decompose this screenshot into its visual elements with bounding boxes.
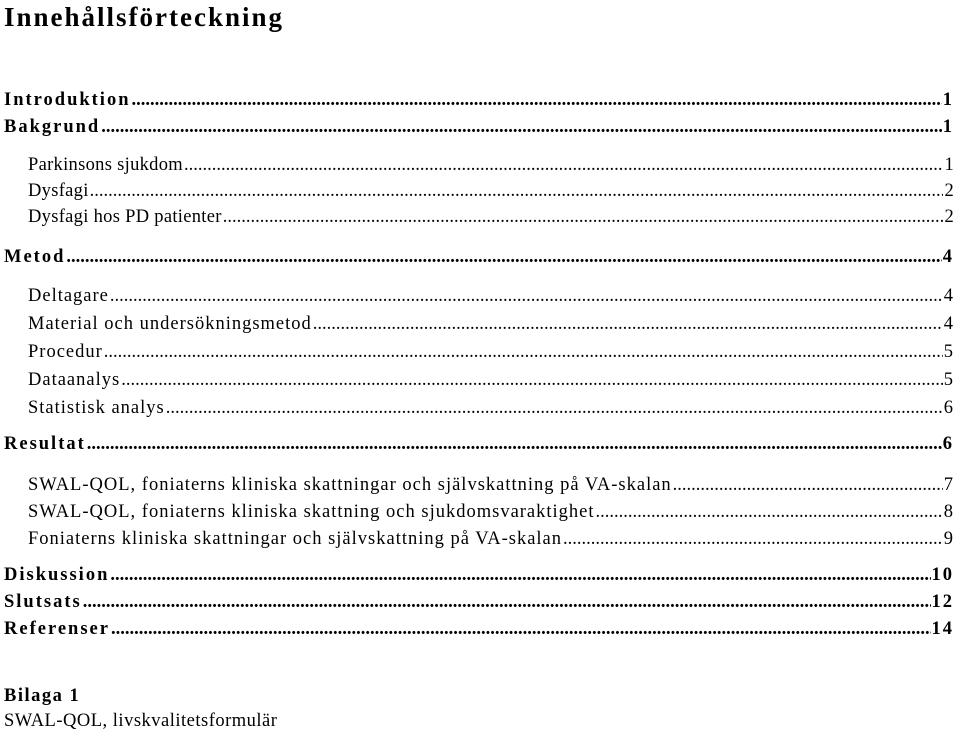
toc-page-number: 2 (944, 207, 954, 227)
toc-entry-label: Foniaterns kliniska skattningar och självskattning på VA-skalan (28, 529, 563, 549)
toc-entry-slutsats[interactable] (4, 592, 954, 616)
toc-entry-resultat[interactable] (4, 434, 954, 458)
toc-entry-label: SWAL-QOL, foniaterns kliniska skattningar och självskattning på VA-skalan (28, 475, 672, 495)
toc-entry-diskussion[interactable] (4, 565, 954, 589)
toc-leader (110, 286, 943, 307)
toc-entry-label: Dataanalys (28, 370, 121, 390)
toc-entry-dataanalys[interactable] (28, 370, 954, 394)
toc-page-number: 14 (931, 619, 954, 639)
toc-entry-statistisk-analys[interactable] (28, 398, 954, 422)
toc-page-number: 12 (931, 592, 954, 612)
toc-entry-label: Parkinsons sjukdom (28, 155, 183, 175)
toc-leader (90, 181, 944, 202)
toc-page-number: 5 (943, 342, 954, 362)
toc-entry-label: SWAL-QOL, foniaterns kliniska skattning och sjukdomsvaraktighet (28, 502, 595, 522)
toc-page-number: 4 (942, 247, 954, 267)
toc-page-number: 1 (942, 117, 954, 137)
toc-entry-label: Metod (4, 247, 66, 267)
toc-entry-label: Deltagare (28, 286, 109, 306)
toc-entry-parkinsons-sjukdom[interactable] (28, 155, 954, 179)
toc-entry-dysfagi-pd[interactable] (28, 207, 954, 231)
toc-leader (121, 370, 943, 391)
toc-entry-label: Slutsats (4, 592, 82, 612)
toc-leader (110, 565, 930, 586)
toc-page-number: 9 (943, 529, 954, 549)
toc-entry-label: Referenser (4, 619, 110, 639)
toc-entry-metod[interactable] (4, 247, 954, 271)
toc-leader (83, 592, 931, 613)
toc-entry-label: Dysfagi hos PD patienter (28, 207, 222, 227)
toc-leader (313, 314, 943, 335)
toc-entry-procedur[interactable] (28, 342, 954, 366)
page-title: Innehållsförteckning (4, 2, 285, 32)
toc-page-number: 8 (943, 502, 954, 522)
toc-leader (596, 502, 943, 523)
appendix-title: Bilaga 1 (4, 686, 81, 706)
toc-entry-label: Introduktion (4, 90, 131, 110)
toc-page-number: 1 (944, 155, 954, 175)
toc-page-number: 4 (943, 314, 954, 334)
toc-page-number: 5 (943, 370, 954, 390)
toc-leader (223, 207, 944, 228)
toc-entry-swal-qol-sjukdomsvaraktighet[interactable] (28, 502, 954, 526)
toc-leader (563, 529, 943, 550)
toc-entry-label: Resultat (4, 434, 86, 454)
toc-entry-label: Bakgrund (4, 117, 101, 137)
toc-entry-swal-qol-va-skalan[interactable] (28, 475, 954, 499)
toc-page-number: 10 (931, 565, 954, 585)
toc-entry-introduktion[interactable] (4, 90, 954, 114)
toc-entry-label: Dysfagi (28, 181, 89, 201)
toc-entry-bakgrund[interactable] (4, 117, 954, 141)
toc-entry-label: Procedur (28, 342, 103, 362)
toc-page-number: 6 (943, 398, 954, 418)
toc-entry-label: Material och undersökningsmetod (28, 314, 312, 334)
toc-entry-referenser[interactable] (4, 619, 954, 643)
toc-page-number: 1 (942, 90, 954, 110)
appendix-subtitle: SWAL-QOL, livskvalitetsformulär (4, 711, 278, 731)
toc-leader (184, 155, 943, 176)
toc-entry-deltagare[interactable] (28, 286, 954, 310)
toc-leader (104, 342, 943, 363)
toc-leader (131, 90, 941, 111)
toc-leader (101, 117, 942, 138)
toc-entry-dysfagi[interactable] (28, 181, 954, 205)
toc-page-number: 7 (943, 475, 954, 495)
toc-page-number: 6 (942, 434, 954, 454)
toc-page-number: 4 (943, 286, 954, 306)
toc-leader (166, 398, 943, 419)
toc-entry-foniaterns-skattningar[interactable] (28, 529, 954, 553)
toc-leader (66, 247, 941, 268)
toc-leader (111, 619, 931, 640)
toc-leader (673, 475, 943, 496)
toc-entry-label: Statistisk analys (28, 398, 165, 418)
toc-page-number: 2 (944, 181, 954, 201)
toc-leader (87, 434, 942, 455)
toc-entry-label: Diskussion (4, 565, 110, 585)
toc-entry-material[interactable] (28, 314, 954, 338)
